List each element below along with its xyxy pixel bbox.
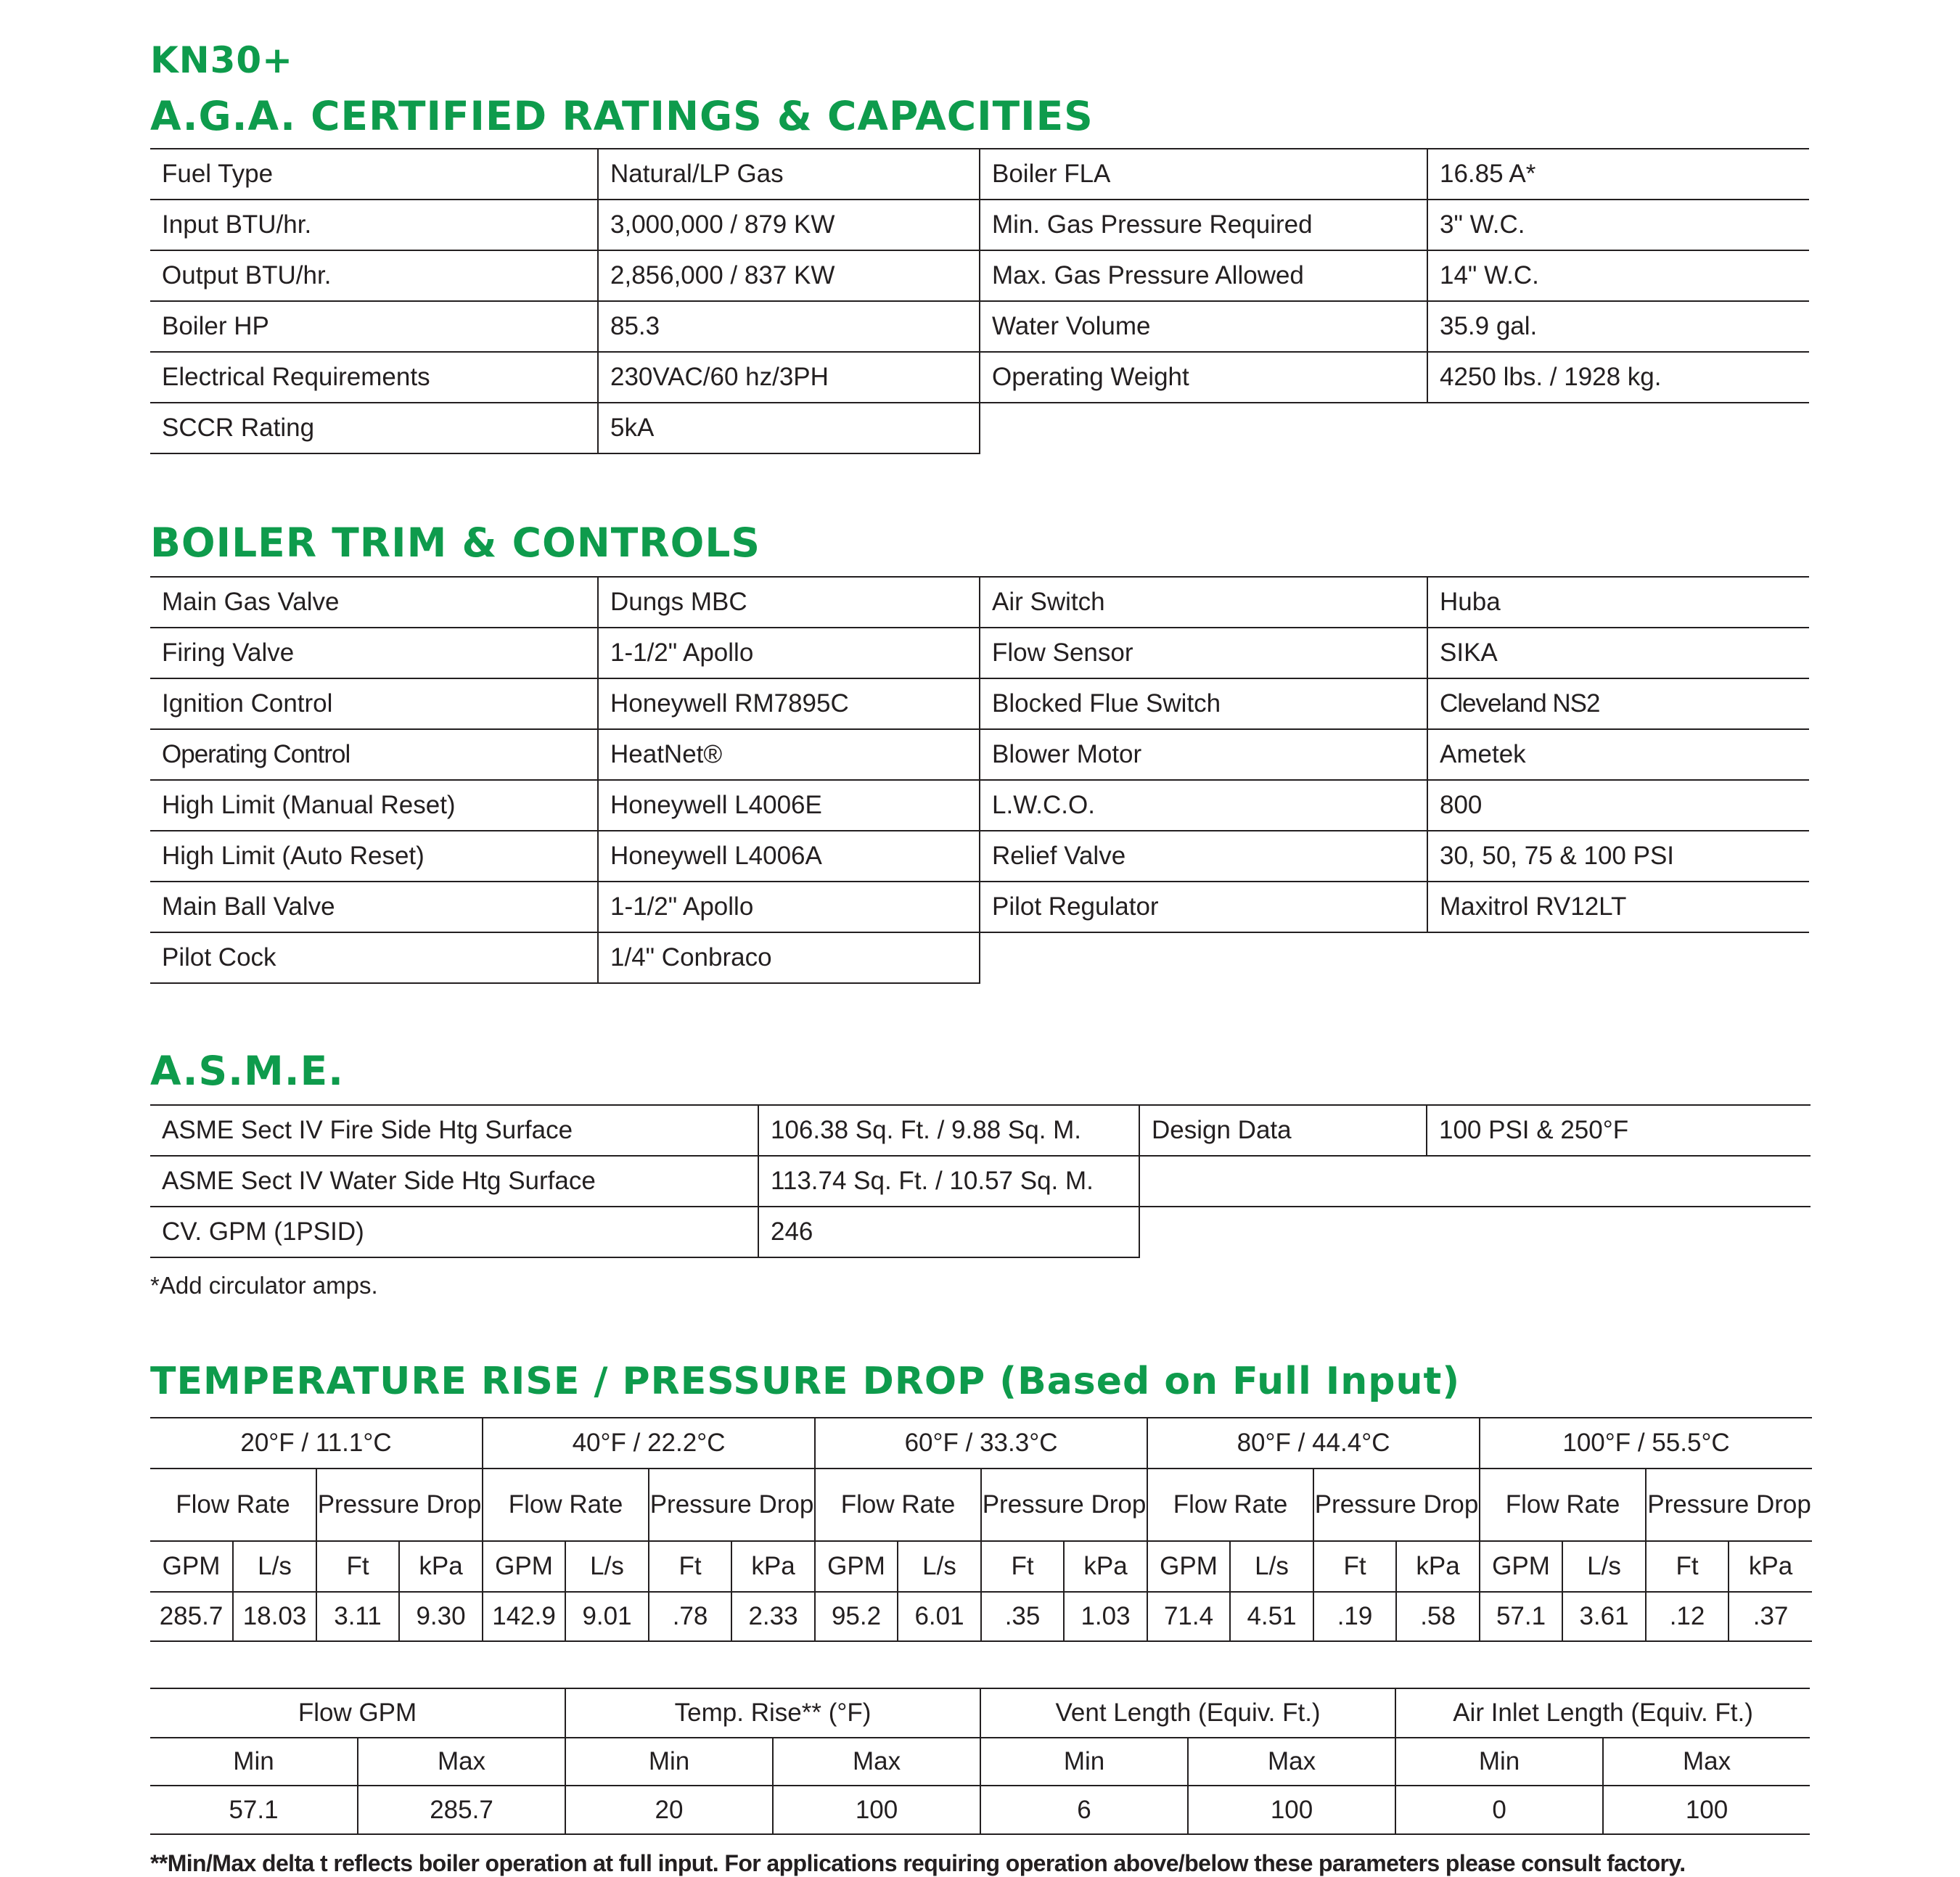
flow-rate-header: Flow Rate [483,1469,649,1541]
pressure-drop-header: Pressure Drop [981,1469,1147,1541]
value-cell: .58 [1396,1592,1480,1641]
spec-label: Boiler FLA [980,149,1427,200]
temp-group-header: 20°F / 11.1°C [150,1418,483,1469]
spec-label: Pilot Cock [150,932,598,983]
table-row [150,780,1809,831]
footnote-amps: *Add circulator amps. [150,1272,378,1299]
temp-group-header: 40°F / 22.2°C [483,1418,815,1469]
table-row [150,1156,1811,1207]
spec-value: Dungs MBC [598,577,980,628]
spec-value: 106.38 Sq. Ft. / 9.88 Sq. M. [758,1105,1139,1156]
value-cell: 2.33 [731,1592,815,1641]
temp-group-header: 80°F / 44.4°C [1147,1418,1480,1469]
spec-label: Min. Gas Pressure Required [980,200,1427,250]
spec-value: Honeywell L4006A [598,831,980,882]
spec-label: Max. Gas Pressure Allowed [980,250,1427,301]
flow-rate-header: Flow Rate [150,1469,316,1541]
asme-table-body [150,1105,1811,1257]
value-cell: 100 [1603,1786,1810,1834]
spec-label: High Limit (Auto Reset) [150,831,598,882]
pressure-drop-header: Pressure Drop [1313,1469,1480,1541]
value-cell: 6.01 [898,1592,981,1641]
spec-label: ASME Sect IV Water Side Htg Surface [150,1156,758,1207]
spec-value: HeatNet® [598,729,980,780]
value-cell: 3.11 [316,1592,399,1641]
unit-ft: Ft [316,1541,399,1592]
spec-value: 85.3 [598,301,980,352]
value-cell: 6 [980,1786,1188,1834]
table-row [150,577,1809,628]
value-cell: 4.51 [1230,1592,1313,1641]
temp-group-header: 60°F / 33.3°C [815,1418,1147,1469]
min-label: Min [150,1738,358,1786]
unit-ls: L/s [565,1541,649,1592]
flow-rate-header: Flow Rate [1147,1469,1313,1541]
spec-label: Blocked Flue Switch [980,678,1427,729]
spec-value: Ametek [1427,729,1809,780]
unit-gpm: GPM [815,1541,898,1592]
spec-label: Pilot Regulator [980,882,1427,932]
spec-label: Electrical Requirements [150,352,598,403]
spec-value: 1-1/2" Apollo [598,628,980,678]
flow-rate-header: Flow Rate [1480,1469,1646,1541]
spec-label: Air Switch [980,577,1427,628]
table-row [150,628,1809,678]
table-row [150,831,1809,882]
value-cell: .37 [1729,1592,1812,1641]
pressure-drop-header: Pressure Drop [649,1469,815,1541]
min-label: Min [565,1738,773,1786]
temp-rise-body [150,1418,1812,1641]
spec-value: 1-1/2" Apollo [598,882,980,932]
spec-value: 2,856,000 / 837 KW [598,250,980,301]
temp-units-row [150,1541,1812,1592]
min-label: Min [980,1738,1188,1786]
section-title-ratings: A.G.A. CERTIFIED RATINGS & CAPACITIES [150,93,1094,139]
max-label: Max [358,1738,565,1786]
spec-value: SIKA [1427,628,1809,678]
spec-value: 230VAC/60 hz/3PH [598,352,980,403]
max-label: Max [1603,1738,1810,1786]
limits-minmax-row [150,1738,1810,1786]
asme-table [150,1104,1811,1258]
value-cell: 71.4 [1147,1592,1230,1641]
section-title-temp: TEMPERATURE RISE / PRESSURE DROP (Based on Full Input) [150,1360,1461,1403]
empty-cell [1139,1156,1811,1207]
unit-ls: L/s [233,1541,316,1592]
unit-gpm: GPM [483,1541,565,1592]
temp-subhead-row [150,1469,1812,1541]
spec-value: 30, 50, 75 & 100 PSI [1427,831,1809,882]
unit-ft: Ft [1313,1541,1396,1592]
empty-cell [1139,1207,1811,1257]
temp-group-header: 100°F / 55.5°C [1480,1418,1812,1469]
value-cell: 100 [1188,1786,1395,1834]
unit-kpa: kPa [1396,1541,1480,1592]
spec-value: 16.85 A* [1427,149,1809,200]
spec-label: ASME Sect IV Fire Side Htg Surface [150,1105,758,1156]
spec-value: Natural/LP Gas [598,149,980,200]
value-cell: 57.1 [1480,1592,1562,1641]
spec-value: Honeywell L4006E [598,780,980,831]
min-label: Min [1395,1738,1603,1786]
table-row [150,200,1809,250]
unit-ft: Ft [1646,1541,1729,1592]
spec-value: 800 [1427,780,1809,831]
spec-value: 5kA [598,403,980,453]
section-title-asme: A.S.M.E. [150,1048,345,1094]
spec-label: Operating Weight [980,352,1427,403]
spec-value: Maxitrol RV12LT [1427,882,1809,932]
unit-gpm: GPM [1480,1541,1562,1592]
spec-value: 14" W.C. [1427,250,1809,301]
unit-gpm: GPM [150,1541,233,1592]
spec-label: Design Data [1139,1105,1427,1156]
value-cell: 9.30 [399,1592,483,1641]
value-cell: 18.03 [233,1592,316,1641]
value-cell: 9.01 [565,1592,649,1641]
value-cell: 0 [1395,1786,1603,1834]
flow-rate-header: Flow Rate [815,1469,981,1541]
air-inlet-length-header: Air Inlet Length (Equiv. Ft.) [1395,1688,1810,1738]
spec-label: CV. GPM (1PSID) [150,1207,758,1257]
spec-value: 246 [758,1207,1139,1257]
value-cell: 95.2 [815,1592,898,1641]
spec-label: Water Volume [980,301,1427,352]
table-row [150,250,1809,301]
spec-label: Ignition Control [150,678,598,729]
spec-value: 3" W.C. [1427,200,1809,250]
spec-label: Input BTU/hr. [150,200,598,250]
value-cell: .35 [981,1592,1064,1641]
unit-kpa: kPa [1729,1541,1812,1592]
unit-kpa: kPa [1064,1541,1147,1592]
spec-label: Output BTU/hr. [150,250,598,301]
value-cell: .19 [1313,1592,1396,1641]
spec-value: Huba [1427,577,1809,628]
spec-label: Flow Sensor [980,628,1427,678]
unit-kpa: kPa [731,1541,815,1592]
spec-label: Boiler HP [150,301,598,352]
spec-value: Honeywell RM7895C [598,678,980,729]
value-cell: 20 [565,1786,773,1834]
table-row [150,1105,1811,1156]
spec-label: L.W.C.O. [980,780,1427,831]
table-row [150,882,1809,932]
temp-values-row [150,1592,1812,1641]
section-title-trim: BOILER TRIM & CONTROLS [150,519,761,566]
spec-label: Firing Valve [150,628,598,678]
value-cell: .12 [1646,1592,1729,1641]
value-cell: 3.61 [1562,1592,1646,1641]
spec-label: Main Gas Valve [150,577,598,628]
unit-kpa: kPa [399,1541,483,1592]
spec-label: Operating Control [150,729,598,780]
trim-table-body [150,577,1809,983]
unit-ls: L/s [1230,1541,1313,1592]
spec-value: 113.74 Sq. Ft. / 10.57 Sq. M. [758,1156,1139,1207]
spec-label: Fuel Type [150,149,598,200]
temp-group-row [150,1418,1812,1469]
table-row [150,301,1809,352]
value-cell: 142.9 [483,1592,565,1641]
spec-label: SCCR Rating [150,403,598,453]
value-cell: 100 [773,1786,980,1834]
value-cell: 285.7 [358,1786,565,1834]
limits-body [150,1688,1810,1834]
table-row [150,1207,1811,1257]
flow-gpm-header: Flow GPM [150,1688,565,1738]
value-cell: .78 [649,1592,731,1641]
unit-ls: L/s [898,1541,981,1592]
footnote-delta: **Min/Max delta t reflects boiler operation at full input. For applications requiring operation above/below these parameters please consult factory. [150,1850,1686,1876]
table-row [150,932,1809,983]
unit-ft: Ft [981,1541,1064,1592]
model-title: KN30+ [150,39,294,81]
spec-value: 100 PSI & 250°F [1427,1105,1811,1156]
table-row [150,678,1809,729]
unit-ft: Ft [649,1541,731,1592]
table-row [150,149,1809,200]
limits-table [150,1688,1810,1835]
spec-value: 35.9 gal. [1427,301,1809,352]
max-label: Max [773,1738,980,1786]
limits-header-row [150,1688,1810,1738]
spec-value: Cleveland NS2 [1427,678,1809,729]
temp-rise-table [150,1417,1812,1642]
max-label: Max [1188,1738,1395,1786]
spec-label: Relief Valve [980,831,1427,882]
spec-label: Main Ball Valve [150,882,598,932]
temp-rise-header: Temp. Rise** (°F) [565,1688,980,1738]
table-row [150,403,1809,453]
unit-gpm: GPM [1147,1541,1230,1592]
empty-cell [980,403,1809,453]
value-cell: 285.7 [150,1592,233,1641]
empty-cell [980,932,1809,983]
spec-value: 1/4" Conbraco [598,932,980,983]
limits-values-row [150,1786,1810,1834]
pressure-drop-header: Pressure Drop [1646,1469,1812,1541]
table-row [150,729,1809,780]
table-row [150,352,1809,403]
spec-value: 4250 lbs. / 1928 kg. [1427,352,1809,403]
spec-value: 3,000,000 / 879 KW [598,200,980,250]
pressure-drop-header: Pressure Drop [316,1469,483,1541]
spec-label: Blower Motor [980,729,1427,780]
value-cell: 1.03 [1064,1592,1147,1641]
ratings-table-body [150,149,1809,453]
ratings-table [150,148,1809,454]
trim-table [150,576,1809,984]
vent-length-header: Vent Length (Equiv. Ft.) [980,1688,1395,1738]
value-cell: 57.1 [150,1786,358,1834]
spec-label: High Limit (Manual Reset) [150,780,598,831]
unit-ls: L/s [1562,1541,1646,1592]
